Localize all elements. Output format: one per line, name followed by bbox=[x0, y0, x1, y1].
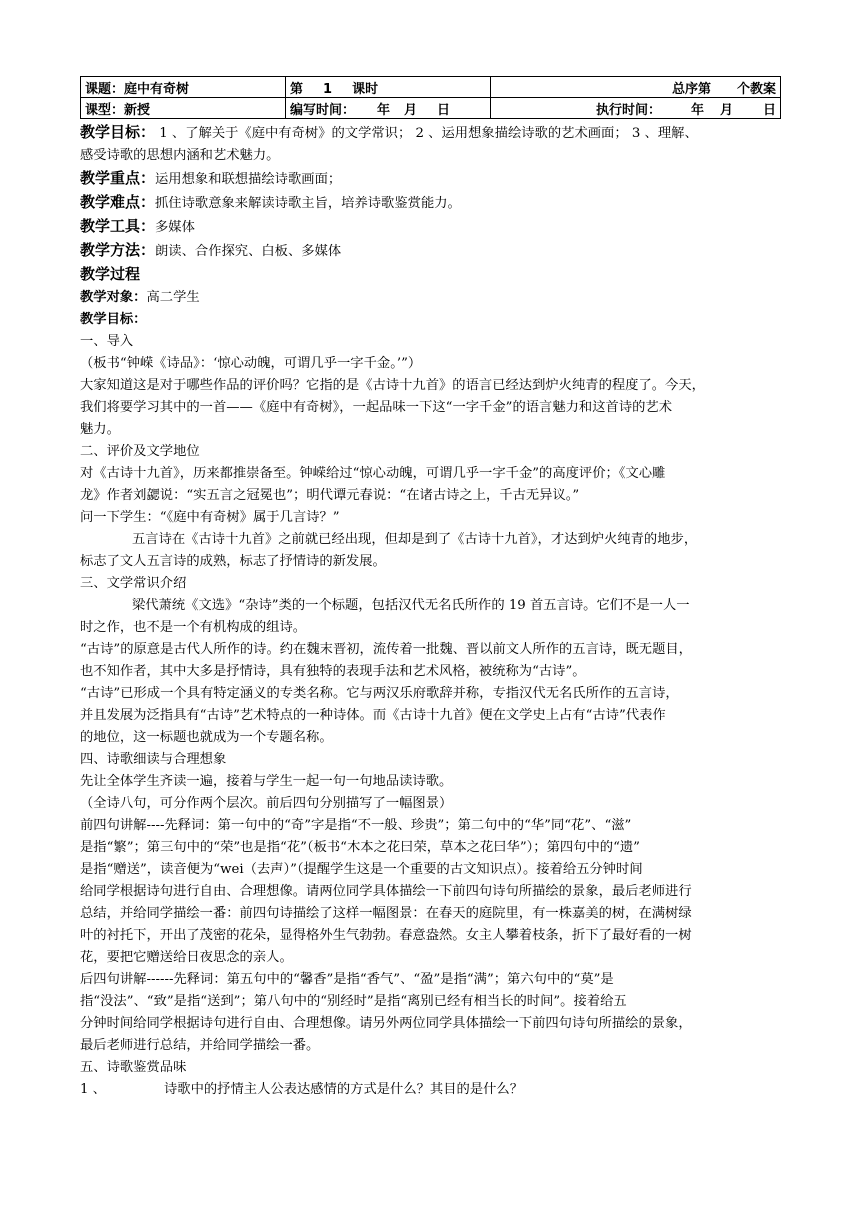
lesson-type-cell: 课型：新授 bbox=[81, 98, 286, 119]
paragraph-line: 分钟时间给同学根据诗句进行自由、合理想像。请另外两位同学具体描绘一下前四句诗句所描绘的景象， bbox=[80, 1016, 692, 1031]
paragraph-line: 指“没法”、“致”是指“送到”；第八句中的“别经时”是指“离别已经有相当长的时间”。接着给五 bbox=[80, 994, 627, 1009]
paragraph-line: （全诗八句，可分作两个层次。前后四句分别描写了一幅图景） bbox=[80, 796, 453, 811]
object-line: 教学对象：高二学生 bbox=[80, 290, 200, 305]
write-time-cell: 编写时间： 年 月 日 bbox=[286, 98, 491, 119]
paragraph-line: 花，要把它赠送给日夜思念的亲人。 bbox=[80, 950, 293, 965]
goal-line-1: 教学目标： 1 、了解关于《庭中有奇树》的文学常识； 2 、运用想象描绘诗歌的艺术画面； 3 、理解、 bbox=[80, 123, 698, 141]
paragraph-line: 也不知作者，其中大多是抒情诗，具有独特的表现手法和艺术风格，被统称为“古诗”。 bbox=[80, 664, 586, 679]
paragraph-line: 龙》作者刘勰说：“实五言之冠冕也”；明代谭元春说：“在诸古诗之上，千古无异议。” bbox=[80, 488, 580, 503]
paragraph-line: 是指“赠送”，读音便为“wei（去声）”（提醒学生这是一个重要的古文知识点）。接着给五分钟时间 bbox=[80, 862, 643, 877]
paragraph-line: 大家知道这是对于哪些作品的评价吗？它指的是《古诗十九首》的语言已经达到炉火纯青的程度了。今天， bbox=[80, 378, 705, 393]
summary-section bbox=[80, 121, 780, 331]
paragraph-line: 最后老师进行总结，并给同学描绘一番。 bbox=[80, 1038, 320, 1053]
section-heading: 二、评价及文学地位 bbox=[80, 444, 200, 459]
method-line: 教学方法：朗读、合作探究、白板、多媒体 bbox=[80, 241, 342, 259]
paragraph-line: “古诗”的原意是古代人所作的诗。约在魏末晋初，流传着一批魏、晋以前文人所作的五言诗，既无题目， bbox=[80, 642, 692, 657]
header-row-1 bbox=[81, 77, 781, 98]
goal-line-2: 感受诗歌的思想内涵和艺术魅力。 bbox=[80, 148, 280, 163]
lesson-title-cell: 课题：庭中有奇树 bbox=[81, 77, 286, 98]
key-line: 教学重点：运用想象和联想描绘诗歌画面； bbox=[80, 169, 342, 187]
paragraph-line: 我们将要学习其中的一首——《庭中有奇树》，一起品味一下这“一字千金”的语言魅力和这首诗的艺术 bbox=[80, 400, 673, 415]
process-heading: 教学过程 bbox=[80, 265, 141, 283]
period-cell: 第 1 课时 bbox=[286, 77, 491, 98]
section-heading: 三、文学常识介绍 bbox=[80, 576, 187, 591]
paragraph-line: 叶的衬托下，开出了茂密的花朵，显得格外生气勃勃。春意盎然。女主人攀着枝条，折下了最好看的一树 bbox=[80, 928, 692, 943]
tool-line: 教学工具：多媒体 bbox=[80, 217, 195, 235]
paragraph-line: 后四句讲解------先释词：第五句中的“馨香”是指“香气”、“盈”是指“满”；第六句中的“莫”是 bbox=[80, 972, 614, 987]
paragraph-line: 并且发展为泛指具有“古诗”艺术特点的一种诗体。而《古诗十九首》便在文学史上占有“古诗”代表作 bbox=[80, 708, 666, 723]
section-heading: 五、诗歌鉴赏品味 bbox=[80, 1060, 187, 1075]
question-line: 1 、 诗歌中的抒情主人公表达感情的方式是什么？其目的是什么？ bbox=[80, 1082, 524, 1097]
paragraph-line: 标志了文人五言诗的成熟，标志了抒情诗的新发展。 bbox=[80, 554, 386, 569]
total-cell: 总序第 个教案 bbox=[491, 77, 781, 98]
paragraph-line: 前四句讲解----先释词：第一句中的“奇”字是指“不一般、珍贵”；第二句中的“华”同“花”、“滋” bbox=[80, 818, 632, 833]
paragraph-line: 五言诗在《古诗十九首》之前就已经出现，但却是到了《古诗十九首》，才达到炉火纯青的地步， bbox=[132, 532, 698, 547]
paragraph-line: 的地位，这一标题也就成为一个专题名称。 bbox=[80, 730, 333, 745]
paragraph-line: 给同学根据诗句进行自由、合理想像。请两位同学具体描绘一下前四句诗句所描绘的景象，最后老师进行 bbox=[80, 884, 692, 899]
paragraph-line: 先让全体学生齐读一遍，接着与学生一起一句一句地品读诗歌。 bbox=[80, 774, 453, 789]
section-heading: 一、导入 bbox=[80, 334, 134, 349]
difficulty-line: 教学难点：抓住诗歌意象来解读诗歌主旨，培养诗歌鉴赏能力。 bbox=[80, 193, 461, 211]
header-row-2 bbox=[81, 98, 781, 119]
paragraph-line: 时之作，也不是一个有机构成的组诗。 bbox=[80, 620, 307, 635]
paragraph-line: 是指“繁”；第三句中的“荣”也是指“花”（板书“木本之花曰荣，草本之花曰华”）；第四句中的“遗” bbox=[80, 840, 640, 855]
paragraph-line: 梁代萧统《文选》“杂诗”类的一个标题，包括汉代无名氏所作的 19 首五言诗。它们不是一人一 bbox=[132, 598, 690, 613]
section-heading: 四、诗歌细读与合理想象 bbox=[80, 752, 227, 767]
paragraph-line: 对《古诗十九首》，历来都推崇备至。钟嵘给过“惊心动魄，可谓几乎一字千金”的高度评价；《文心雕 bbox=[80, 466, 666, 481]
lesson-plan-page bbox=[80, 76, 780, 1101]
paragraph-line: 问一下学生：“《庭中有奇树》属于几言诗？” bbox=[80, 510, 340, 525]
paragraph-line: 总结，并给同学描绘一番：前四句诗描绘了这样一幅图景：在春天的庭院里，有一株嘉美的树，在满树绿 bbox=[80, 906, 692, 921]
paragraph-line: “古诗”已形成一个具有特定涵义的专类名称。它与两汉乐府歌辞并称，专指汉代无名氏所作的五言诗， bbox=[80, 686, 679, 701]
paragraph-line: （板书“钟嵘《诗品》：‘惊心动魄，可谓几乎一字千金。’”） bbox=[80, 356, 422, 371]
paragraph-line: 魅力。 bbox=[80, 422, 120, 437]
header-table bbox=[80, 76, 781, 119]
exec-time-cell: 执行时间： 年 月 日 bbox=[491, 98, 781, 119]
body-section bbox=[80, 331, 780, 1101]
aim-line: 教学目标： bbox=[80, 312, 147, 327]
